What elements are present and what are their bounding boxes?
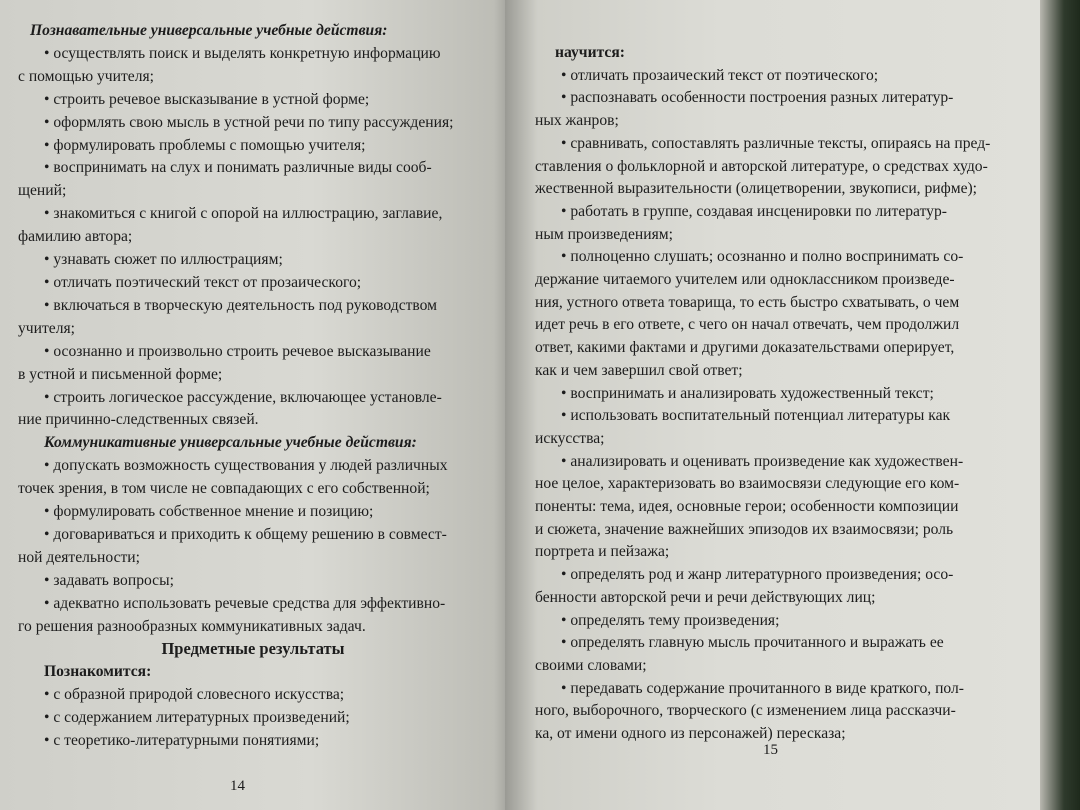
list-item: с помощью учителя; bbox=[18, 67, 155, 85]
list-item: • узнавать сюжет по иллюстрациям; bbox=[44, 251, 283, 269]
list-item: • определять тему произведения; bbox=[561, 611, 780, 629]
list-item: фамилию автора; bbox=[18, 228, 133, 246]
list-item: • воспринимать и анализировать художественный текст; bbox=[561, 384, 934, 402]
list-item: поненты: тема, идея, основные герои; особенности композиции bbox=[535, 498, 959, 516]
list-item: ным произведениям; bbox=[535, 225, 673, 243]
list-item: • строить речевое высказывание в устной форме; bbox=[44, 90, 370, 108]
list-item: ной деятельности; bbox=[18, 548, 140, 566]
list-item: учителя; bbox=[18, 319, 76, 337]
list-item: • строить логическое рассуждение, включающее установле- bbox=[44, 388, 442, 406]
list-item: ное целое, характеризовать во взаимосвязи следующие его ком- bbox=[535, 475, 960, 493]
list-item: жественной выразительности (олицетворении, звукописи, рифме); bbox=[535, 180, 978, 198]
communicative-heading: Коммуникативные универсальные учебные действия: bbox=[44, 434, 417, 452]
list-item: как и чем завершил свой ответ; bbox=[535, 361, 743, 379]
list-item: искусства; bbox=[535, 429, 605, 447]
list-item: портрета и пейзажа; bbox=[535, 543, 670, 561]
list-item: • сравнивать, сопоставлять различные тексты, опираясь на пред- bbox=[561, 134, 991, 152]
list-item: ния, устного ответа товарища, то есть быстро схватывать, о чем bbox=[535, 293, 960, 311]
right-page-text bbox=[535, 42, 1005, 746]
book-edge bbox=[1040, 0, 1080, 810]
list-item: • распознавать особенности построения разных литератур- bbox=[561, 89, 954, 107]
list-item: • анализировать и оценивать произведение как художествен- bbox=[561, 452, 964, 470]
list-item: • работать в группе, создавая инсценировки по литератур- bbox=[561, 202, 947, 220]
list-item: • использовать воспитательный потенциал литературы как bbox=[561, 407, 951, 425]
list-item: бенности авторской речи и речи действующих лиц; bbox=[535, 588, 876, 606]
list-item: ние причинно-следственных связей. bbox=[18, 411, 259, 429]
list-item: щений; bbox=[18, 182, 67, 200]
page-number-left: 14 bbox=[230, 778, 245, 794]
list-item: в устной и письменной форме; bbox=[18, 365, 223, 383]
list-item: • оформлять свою мысль в устной речи по типу рассуждения; bbox=[44, 113, 454, 131]
list-item: • договариваться и приходить к общему решению в совмест- bbox=[44, 525, 447, 543]
list-item: • формулировать проблемы с помощью учителя; bbox=[44, 136, 366, 154]
list-item: • задавать вопросы; bbox=[44, 571, 174, 589]
list-item: • воспринимать на слух и понимать различные виды сооб- bbox=[44, 159, 432, 177]
list-item: • адекватно использовать речевые средства для эффективно- bbox=[44, 594, 446, 612]
cognitive-heading: Познавательные универсальные учебные действия: bbox=[30, 22, 388, 39]
list-item: го решения разнообразных коммуникативных задач. bbox=[18, 617, 366, 635]
list-item: ответ, какими фактами и другими доказательствами оперирует, bbox=[535, 339, 955, 357]
learns-heading: научится: bbox=[555, 44, 625, 61]
page-number-right: 15 bbox=[763, 742, 778, 758]
list-item: точек зрения, в том числе не совпадающих с его собственной; bbox=[18, 480, 430, 498]
list-item: • осознанно и произвольно строить речевое высказывание bbox=[44, 342, 431, 360]
list-item: ных жанров; bbox=[535, 112, 619, 130]
list-item: • полноценно слушать; осознанно и полно воспринимать со- bbox=[561, 248, 964, 266]
subject-results-heading: Предметные результаты bbox=[161, 639, 345, 659]
list-item: • формулировать собственное мнение и позицию; bbox=[44, 503, 374, 521]
list-item: • с образной природой словесного искусства; bbox=[44, 686, 345, 704]
list-item: ставления о фольклорной и авторской литературе, о средствах худо- bbox=[535, 157, 988, 175]
list-item: • определять род и жанр литературного произведения; осо- bbox=[561, 566, 954, 584]
list-item: ка, от имени одного из персонажей) пересказа; bbox=[535, 725, 846, 743]
list-item: • осуществлять поиск и выделять конкретную информацию bbox=[44, 44, 441, 62]
list-item: идет речь в его ответе, с чего он начал отвечать, чем продолжил bbox=[535, 316, 960, 334]
learn-subheading: Познакомится: bbox=[44, 663, 152, 681]
list-item: ного, выборочного, творческого (с изменением лица рассказчи- bbox=[535, 702, 956, 720]
left-page-text bbox=[18, 20, 488, 753]
list-item: • включаться в творческую деятельность под руководством bbox=[44, 296, 438, 314]
list-item: своими словами; bbox=[535, 656, 647, 674]
list-item: • с теоретико-литературными понятиями; bbox=[44, 732, 320, 750]
list-item: • определять главную мысль прочитанного и выражать ее bbox=[561, 634, 944, 652]
list-item: • отличать поэтический текст от прозаического; bbox=[44, 273, 362, 291]
list-item: и сюжета, значение важнейших эпизодов их взаимосвязи; роль bbox=[535, 520, 954, 538]
list-item: • с содержанием литературных произведений; bbox=[44, 709, 350, 727]
list-item: • знакомиться с книгой с опорой на иллюстрацию, заглавие, bbox=[44, 205, 443, 223]
list-item: держание читаемого учителем или одноклассником произведе- bbox=[535, 271, 955, 289]
list-item: • передавать содержание прочитанного в виде краткого, пол- bbox=[561, 679, 964, 697]
list-item: • отличать прозаический текст от поэтического; bbox=[561, 66, 879, 84]
list-item: • допускать возможность существования у людей различных bbox=[44, 457, 448, 475]
